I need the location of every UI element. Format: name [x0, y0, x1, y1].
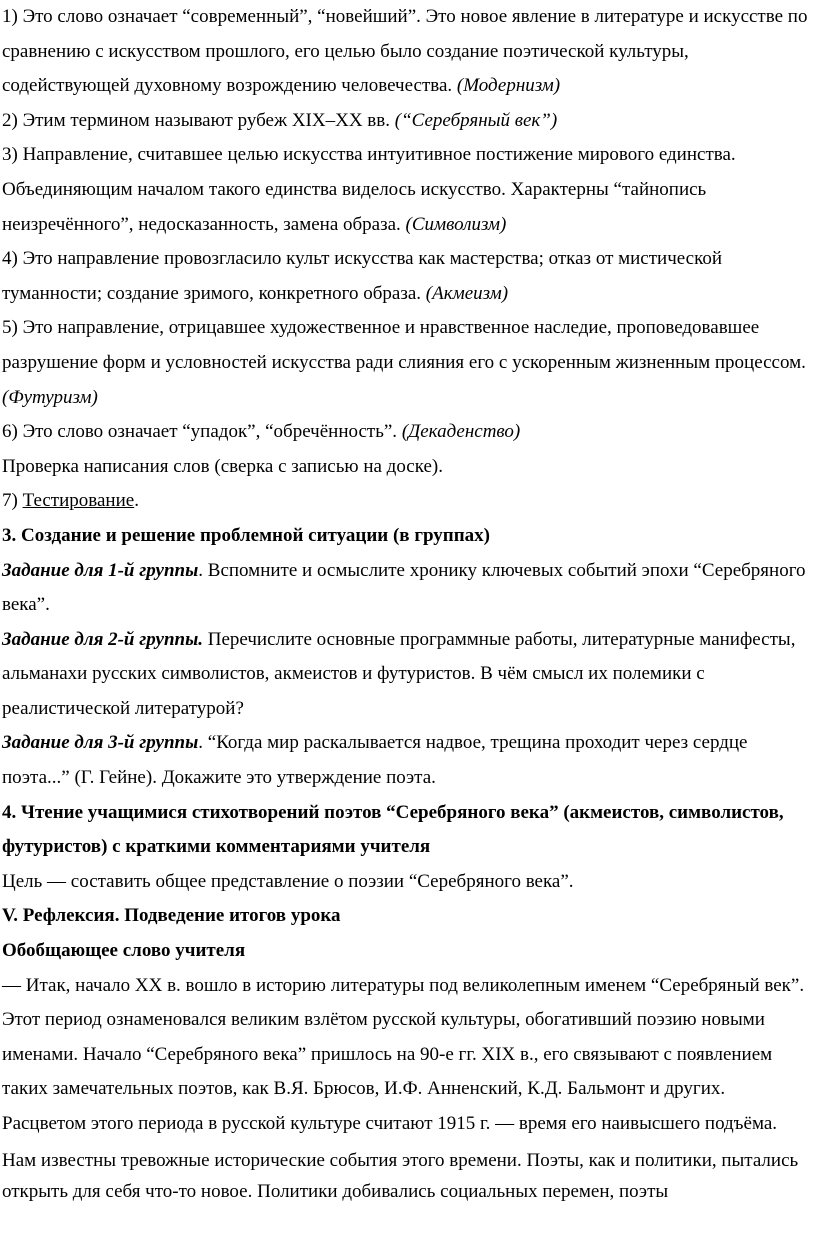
question-1: 1) Это слово означает “современный”, “новейший”. Это новое явление в литературе и искусстве по сравнению с искусством прошлого, его целью было создание поэтической культуры, содействующей духовному возрождению человечества. (Модернизм) — [2, 6, 808, 97]
question-5: 5) Это направление, отрицавшее художественное и нравственное наследие, проповедовавшее разрушение форм и условностей искусства ради слияния его с ускоренным жизненным процессом. (Футуризм) — [2, 317, 806, 408]
check-note: Проверка написания слов (сверка с записью на доске). — [2, 455, 444, 477]
task-label-2: Задание для 2-й группы. — [2, 628, 204, 650]
teacher-text: — Итак, начало XX в. вошло в историю литературы под великолепным именем “Серебряный век”. Этот период ознаменовался великим взлётом русской культуры, обогативший поэзию новыми именами. Начало “Серебряного века” пришлось на 90-е гг. XIX в., его связывают с появлением таких замечательных поэтов, как В.Я. Брюсов, И.Ф. Анненский, К.Д. Бальмонт и других. Расцветом этого периода в русской культуре считают 1915 г. — время его наивысшего подъёма. — [2, 974, 805, 1134]
task-group-2: Задание для 2-й группы. Перечислите основные программные работы, литературные манифесты, альманахи русских символистов, акмеистов и футуристов. В чём смысл их полемики с реалистической литературой? — [2, 628, 796, 719]
question-6: 6) Это слово означает “упадок”, “обречённость”. (Декаденство) — [2, 421, 521, 443]
answer-1: (Модернизм) — [456, 75, 561, 97]
question-3: 3) Направление, считавшее целью искусства интуитивное постижение мирового единства. Объединяющим началом такого единства виделось искусство. Характерны “тайнопись неизречённого”, недосказанность, замена образа. (Символизм) — [2, 144, 736, 235]
goal-text: Цель — составить общее представление о поэзии “Серебряного века”. — [2, 870, 574, 892]
task-group-1: Задание для 1-й группы. Вспомните и осмыслите хронику ключевых событий эпохи “Серебряного века”. — [2, 559, 806, 616]
task-group-3: Задание для 3-й группы. “Когда мир раскалывается надвое, трещина проходит через сердце поэта...” (Г. Гейне). Докажите это утверждение поэта. — [2, 732, 748, 789]
task-label-3: Задание для 3-й группы — [2, 732, 199, 754]
answer-6: (Декаденство) — [401, 421, 521, 443]
section-3-heading: 3. Создание и решение проблемной ситуации (в группах) — [2, 524, 490, 546]
section-4-heading: 4. Чтение учащимися стихотворений поэтов “Серебряного века” (акмеистов, символистов, футуристов) с краткими комментариями учителя — [2, 801, 784, 858]
section-5-heading: V. Рефлексия. Подведение итогов урока — [2, 905, 341, 927]
answer-3: (Символизм) — [405, 213, 507, 235]
testing-link[interactable]: Тестирование — [22, 490, 135, 512]
question-2: 2) Этим термином называют рубеж XIX–XX вв. (“Серебряный век”) — [2, 109, 558, 131]
item-7: 7) Тестирование. — [2, 490, 139, 512]
final-paragraph: Нам известны тревожные исторические события этого времени. Поэты, как и политики, пытались открыть для себя что-то новое. Политики добивались социальных перемен, поэты — [2, 1149, 799, 1202]
question-4: 4) Это направление провозгласило культ искусства как мастерства; отказ от мистической туманности; создание зримого, конкретного образа. (Акмеизм) — [2, 248, 723, 304]
answer-2: (“Серебряный век”) — [394, 109, 558, 131]
answer-4: (Акмеизм) — [425, 282, 509, 304]
teacher-heading: Обобщающее слово учителя — [2, 940, 246, 962]
answer-5: (Футуризм) — [2, 386, 98, 408]
task-label-1: Задание для 1-й группы — [2, 559, 199, 581]
